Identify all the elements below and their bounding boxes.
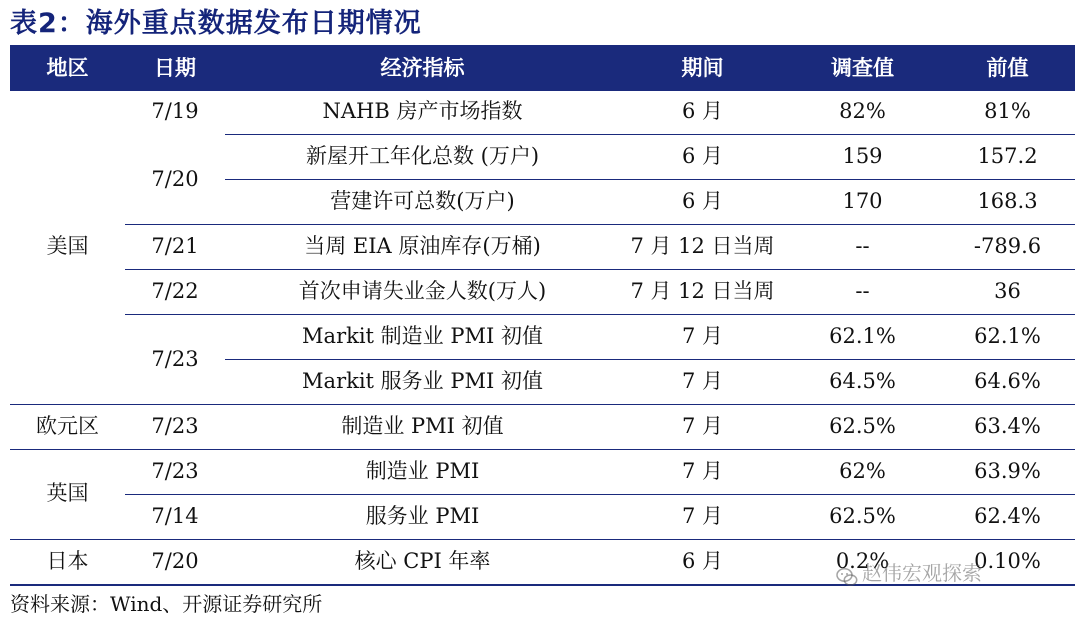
survey-cell: 62.5% — [829, 504, 896, 528]
period-cell: 6 月 — [681, 144, 724, 168]
date-cell: 7/20 — [151, 167, 199, 191]
date-cell: 7/23 — [151, 459, 199, 483]
row-divider — [125, 314, 1075, 315]
period-cell: 7 月 — [681, 459, 724, 483]
date-cell: 7/14 — [151, 504, 199, 528]
period-cell: 7 月 — [681, 414, 724, 438]
previous-cell: 0.10% — [974, 549, 1041, 573]
column-header-previous: 前值 — [986, 56, 1029, 80]
previous-cell: 168.3 — [977, 189, 1038, 213]
column-header-indicator: 经济指标 — [380, 56, 465, 80]
previous-cell: -789.6 — [973, 234, 1042, 258]
column-header-survey: 调查值 — [831, 56, 894, 80]
period-cell: 6 月 — [681, 549, 724, 573]
previous-cell: 64.6% — [974, 369, 1041, 393]
date-cell: 7/23 — [151, 347, 199, 371]
indicator-cell: 制造业 PMI 初值 — [341, 414, 504, 438]
previous-cell: 81% — [984, 99, 1031, 123]
survey-cell: 62.1% — [829, 324, 896, 348]
date-cell: 7/23 — [151, 414, 199, 438]
date-cell: 7/19 — [151, 99, 199, 123]
survey-cell: 62.5% — [829, 414, 896, 438]
period-cell: 6 月 — [681, 99, 724, 123]
indicator-cell: 制造业 PMI — [365, 459, 480, 483]
period-cell: 6 月 — [681, 189, 724, 213]
indicator-cell: Markit 服务业 PMI 初值 — [302, 369, 543, 393]
indicator-cell: Markit 制造业 PMI 初值 — [302, 324, 543, 348]
indicator-cell: NAHB 房产市场指数 — [322, 99, 523, 123]
previous-cell: 157.2 — [977, 144, 1038, 168]
row-divider — [125, 269, 1075, 270]
survey-cell: 64.5% — [829, 369, 896, 393]
table-header — [10, 45, 1075, 91]
source-note: 资料来源：Wind、开源证券研究所 — [10, 592, 323, 616]
previous-cell: 63.9% — [974, 459, 1041, 483]
date-cell: 7/22 — [151, 279, 199, 303]
region-us: 美国 — [46, 234, 89, 258]
survey-cell: 170 — [842, 189, 883, 213]
indicator-cell: 当周 EIA 原油库存(万桶) — [304, 234, 541, 258]
column-header-period: 期间 — [681, 56, 724, 80]
region-uk: 英国 — [46, 481, 89, 505]
region-japan: 日本 — [46, 549, 89, 573]
watermark — [836, 556, 982, 590]
region-divider — [10, 449, 1075, 450]
period-cell: 7 月 — [681, 504, 724, 528]
indicator-cell: 营建许可总数(万户) — [330, 189, 515, 213]
previous-cell: 63.4% — [974, 414, 1041, 438]
date-cell: 7/21 — [151, 234, 199, 258]
indicator-cell: 服务业 PMI — [365, 504, 480, 528]
survey-cell: 159 — [842, 144, 883, 168]
column-header-region: 地区 — [46, 56, 89, 80]
row-divider — [225, 359, 1075, 360]
row-divider — [125, 224, 1075, 225]
indicator-cell: 核心 CPI 年率 — [354, 549, 491, 573]
indicator-cell: 首次申请失业金人数(万人) — [298, 279, 547, 303]
survey-cell: 0.2% — [835, 549, 890, 573]
indicator-cell: 新屋开工年化总数 (万户) — [305, 144, 540, 168]
survey-cell: 62% — [839, 459, 886, 483]
previous-cell: 36 — [994, 279, 1021, 303]
period-cell: 7 月 — [681, 324, 724, 348]
period-cell: 7 月 12 日当周 — [630, 279, 775, 303]
watermark-text: 赵伟宏观探索 — [862, 561, 982, 585]
column-header-date: 日期 — [154, 56, 196, 80]
previous-cell: 62.1% — [974, 324, 1041, 348]
survey-cell: 82% — [839, 99, 886, 123]
row-divider — [225, 134, 1075, 135]
survey-cell: -- — [855, 234, 870, 258]
region-eurozone: 欧元区 — [36, 414, 99, 438]
survey-cell: -- — [855, 279, 870, 303]
period-cell: 7 月 12 日当周 — [630, 234, 775, 258]
date-cell: 7/20 — [151, 549, 199, 573]
region-divider — [10, 404, 1075, 405]
row-divider — [125, 494, 1075, 495]
previous-cell: 62.4% — [974, 504, 1041, 528]
region-divider — [10, 539, 1075, 540]
period-cell: 7 月 — [681, 369, 724, 393]
row-divider — [225, 179, 1075, 180]
table-title: 表2：海外重点数据发布日期情况 — [10, 8, 422, 39]
wechat-icon — [836, 564, 858, 586]
